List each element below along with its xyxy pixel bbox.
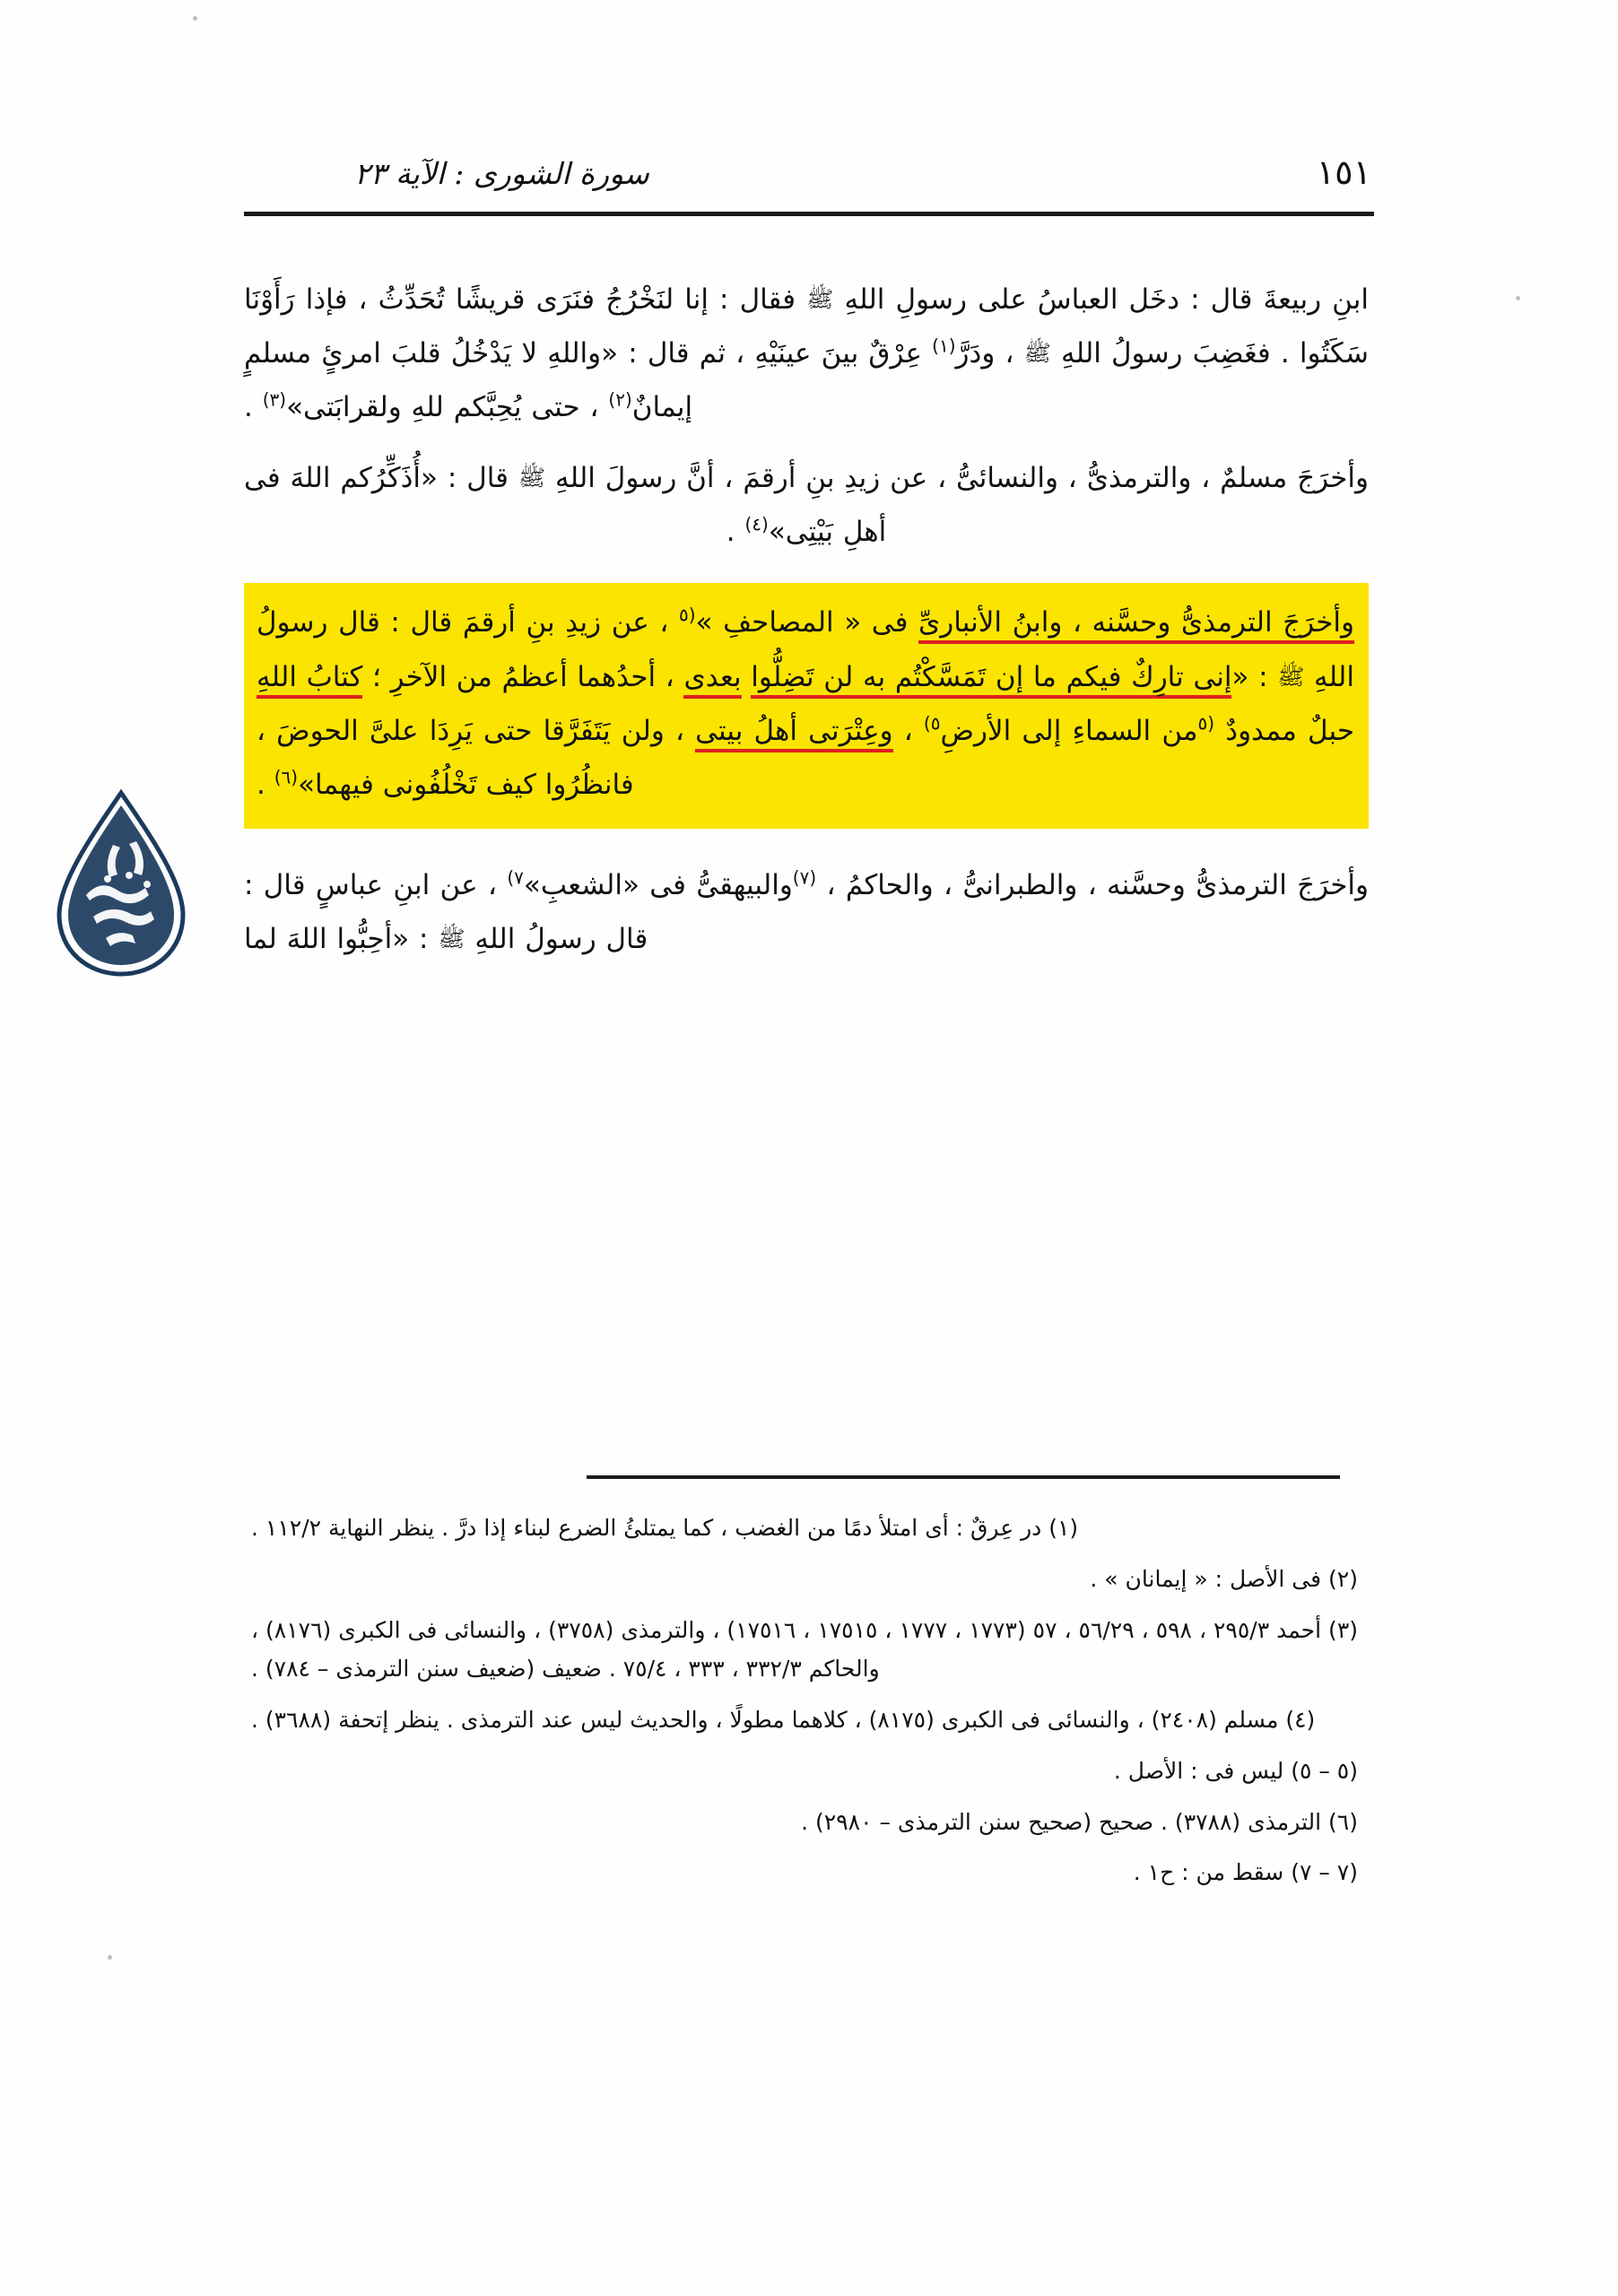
pbuh-glyph: ﷺ [438,925,465,952]
highlighted-hadith-block [244,583,1369,829]
pbuh-glyph: ﷺ [1023,339,1051,366]
footnote-item: (٤) مسلم (٢٤٠٨) ، والنسائى فى الكبرى (٨١٧٥) ، كلاهما مطولًا ، والحديث ليس عند الترمذى . ينظر إتحفة (٣٦٨٨) . [251,1707,1316,1733]
footnote-item: (١) در عِرقٌ : أى امتلأ دمًا من الغضب ، كما يمتلئُ الضرع لبناء إذا درَّ . ينظر النهاية ١١٢/٢ . [251,1515,1079,1541]
body-text [244,274,1369,985]
red-underline: وأخرَجَ الترمذىُّ وحسَّنه ، وابنُ الأنبارىِّ [918,606,1354,644]
red-underline: كتابُ اللهِ [257,661,362,699]
footnote-marker: (١) [932,335,956,357]
header-divider [244,212,1374,216]
footnote-marker: (٤) [744,513,769,535]
paragraph: ابنِ ربيعةَ قال : دخَل العباسُ على رسولِ اللهِ ﷺ فقال : إنا لنَخْرُجُ فنَرَى قريشًا تُحَدِّثُ ، فإذا رَأَوْنَا سَكَتُوا . فغَضِبَ رسولُ اللهِ ﷺ ، ودَرَّ$^{(١)}$ عِرْقٌ بينَ عينَيْهِ ، ثم قال : «واللهِ لا يَدْخُلُ قلبَ امرئٍ مسلمٍ إيمانٌ$^{(٢)}$ ، حتى يُحِبَّكم للهِ ولقرابَتى»$^{(٣)}$ . [244,274,1369,434]
page-number: ١٥١ [1316,152,1371,192]
footnote-marker: (٥ [1197,712,1215,735]
footnote-item: (٥ – ٥) ليس فى : الأصل . [1113,1757,1358,1784]
footnote-marker: (٧) [792,866,817,889]
highlighted-paragraph: وأخرَجَ الترمذىُّ وحسَّنه ، وابنُ الأنبارىِّ فى « المصاحفِ »$^{(٥}$ ، عن زيدِ بنِ أرقمَ قال : قال رسولُ اللهِ ﷺ : «إنى تارِكٌ فيكم ما إن تَمَسَّكْتُم به لن تَضِلُّوا بعدى ، أحدُهما أعظمُ من الآخرِ ؛ كتابُ اللهِ حبلٌ ممدودٌ $^{(٥}$من السماءِ إلى الأرضِ$^{٥)}$ ، وعِتْرَتى أهلُ بيتى ، ولن يَتَفَرَّقا حتى يَرِدَا علىَّ الحوضَ ، فانظُرُوا كيف تَخْلُفُونى فيهما»$^{(٦)}$ . [257,604,1355,802]
footnote-item: (٧ – ٧) سقط من : ح١ . [1133,1859,1358,1886]
footnote-list [251,1509,1358,1904]
red-underline: وعِتْرَتى أهلُ بيتى [695,715,892,752]
footnote-marker: ٧) [507,866,524,889]
page-header [247,152,1371,192]
paragraph: وأخرَجَ مسلمٌ ، والترمذىُّ ، والنسائىُّ ، عن زيدِ بنِ أرقمَ ، أنَّ رسولَ اللهِ ﷺ قال : «أُذَكِّرُكم اللهَ فى أهلِ بَيْتِى»$^{(٤)}$ . [244,452,1369,560]
footnote-item: (٢) فى الأصل : « إيمانان » . [1090,1565,1358,1592]
running-head-title: سورة الشورى : الآية ٢٣ [354,156,649,191]
footnote-marker: (٣) [262,388,287,411]
scan-artifact [1516,296,1520,300]
footnote-marker: (٦) [274,767,299,789]
footnote-marker: (٢) [608,388,632,411]
footnote-item: (٦) الترمذى (٣٧٨٨) . صحيح (صحيح سنن الترمذى – ٢٩٨٠) . [801,1808,1358,1835]
pbuh-glyph: ﷺ [518,465,546,491]
red-underline: إنى تارِكٌ فيكم ما إن تَمَسَّكْتُم به لن تَضِلُّوا [751,661,1231,699]
footnote-marker: (٥ [678,604,696,626]
footnote-divider [587,1475,1340,1479]
red-underline: بعدى [683,661,741,699]
paragraph: وأخرَجَ الترمذىُّ وحسَّنه ، والطبرانىُّ ، والحاكمُ ، $^{(٧)}$والبيهقىُّ فى «الشعبِ»$^{٧)}$ ، عن ابنِ عباسٍ قال : قال رسولُ اللهِ ﷺ : «أحِبُّوا اللهَ لما [244,859,1369,967]
scan-artifact [108,1955,112,1960]
arabic-calligraphy-seal [54,789,188,978]
footnote-marker: ٥) [923,712,941,735]
pbuh-glyph: ﷺ [806,286,834,312]
footnote-item: (٣) أحمد ٢٩٥/٣ ، ٥٩٨ ، ٥٦/٢٩ ، ٥٧ (١٧٧٣ ، ١٧٧٧ ، ١٧٥١٥ ، ١٧٥١٦) ، والترمذى (٣٧٥٨) ، والنسائى فى الكبرى (٨١٧٦) ، والحاكم ٣٣٢/٣ ، ٣٣٣ ، ٧٥/٤ . ضعيف (ضعيف سنن الترمذى – ٧٨٤) . [251,1616,1359,1683]
pbuh-glyph: ﷺ [1277,663,1305,690]
scan-artifact [193,16,197,21]
